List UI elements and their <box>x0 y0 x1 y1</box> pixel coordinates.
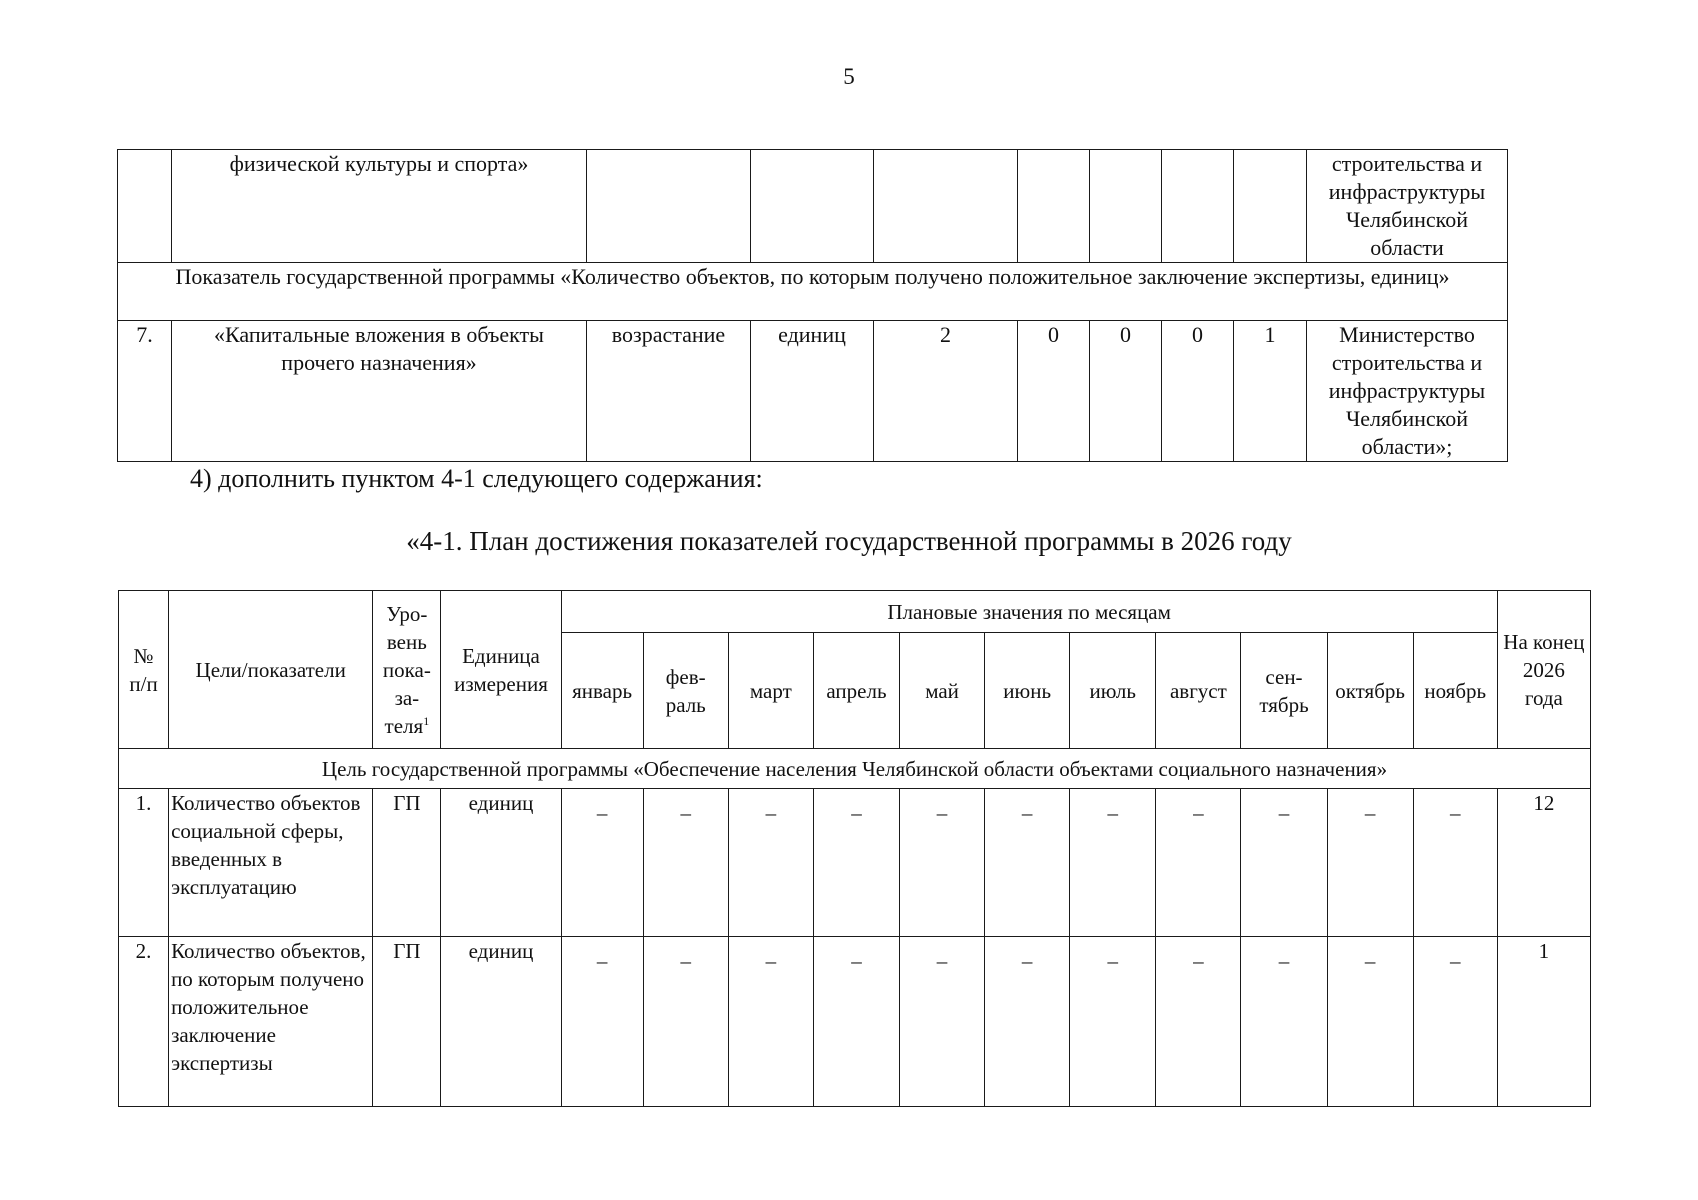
month-header: июнь <box>985 633 1070 749</box>
indicator-name: «Капитальные вложения в объекты прочего назначения» <box>172 321 587 462</box>
header-level: Уро-вень пока-за-теля$^1$ <box>373 591 441 749</box>
row-number: 1. <box>119 789 169 937</box>
section-row <box>118 263 1508 321</box>
goal-row <box>119 749 1591 789</box>
responsible-cell: Министерство строительства и инфраструктуры Челябинской области»; <box>1307 321 1508 462</box>
end-value: 12 <box>1497 789 1590 937</box>
month-value: – <box>1241 789 1327 937</box>
month-value: – <box>1413 789 1497 937</box>
month-value: – <box>985 789 1070 937</box>
unit-cell: единиц <box>441 937 561 1107</box>
month-value: – <box>1327 937 1413 1107</box>
table-row <box>119 937 1591 1107</box>
indicator-name: физической культуры и спорта» <box>172 150 587 263</box>
value-cell: 0 <box>1162 321 1234 462</box>
level-cell: ГП <box>373 789 441 937</box>
month-value: – <box>1156 937 1241 1107</box>
month-value: – <box>1156 789 1241 937</box>
value-cell: 0 <box>1090 321 1162 462</box>
value-cell: 1 <box>1234 321 1307 462</box>
goal-title: Цель государственной программы «Обеспечение населения Челябинской области объектами социального назначения» <box>119 749 1591 789</box>
header-goals: Цели/показатели <box>169 591 373 749</box>
indicator-name: Количество объектов, по которым получено положительное заключение экспертизы <box>169 937 373 1107</box>
header-row <box>119 591 1591 633</box>
month-value: – <box>1070 937 1156 1107</box>
month-value: – <box>728 937 813 1107</box>
month-header: январь <box>561 633 643 749</box>
month-value: – <box>1327 789 1413 937</box>
value-cell: 2 <box>874 321 1018 462</box>
month-value: – <box>813 789 899 937</box>
month-value: – <box>900 789 985 937</box>
amendment-paragraph: 4) дополнить пунктом 4-1 следующего содержания: <box>190 464 763 493</box>
table-row <box>119 789 1591 937</box>
month-header: июль <box>1070 633 1156 749</box>
month-value: – <box>1070 789 1156 937</box>
row-number: 2. <box>119 937 169 1107</box>
section-heading: «4-1. План достижения показателей государственной программы в 2026 году <box>406 526 1292 556</box>
header-planned: Плановые значения по месяцам <box>561 591 1497 633</box>
end-value: 1 <box>1497 937 1590 1107</box>
month-value: – <box>1413 937 1497 1107</box>
plan-table <box>118 590 1591 1107</box>
month-header: март <box>728 633 813 749</box>
value-cell: 0 <box>1018 321 1090 462</box>
month-header: фев-раль <box>643 633 728 749</box>
month-header: апрель <box>813 633 899 749</box>
page-number: 5 <box>843 64 855 89</box>
month-header: август <box>1156 633 1241 749</box>
month-header: ноябрь <box>1413 633 1497 749</box>
footnote-marker: 1 <box>423 713 430 728</box>
indicator-name: Количество объектов социальной сферы, введенных в эксплуатацию <box>169 789 373 937</box>
unit-cell: единиц <box>751 321 874 462</box>
table-row <box>118 150 1508 263</box>
month-value: – <box>561 789 643 937</box>
unit-cell: единиц <box>441 789 561 937</box>
indicators-table-continued <box>117 149 1508 462</box>
month-value: – <box>900 937 985 1107</box>
header-number: № п/п <box>119 591 169 749</box>
month-value: – <box>643 789 728 937</box>
header-end: На конец 2026 года <box>1497 591 1590 749</box>
month-value: – <box>561 937 643 1107</box>
month-value: – <box>813 937 899 1107</box>
month-header: сен-тябрь <box>1241 633 1327 749</box>
header-unit: Единица измерения <box>441 591 561 749</box>
section-title: Показатель государственной программы «Количество объектов, по которым получено положительное заключение экспертизы, единиц» <box>118 263 1508 321</box>
month-value: – <box>985 937 1070 1107</box>
row-number: 7. <box>118 321 172 462</box>
table-row <box>118 321 1508 462</box>
month-value: – <box>1241 937 1327 1107</box>
responsible-cell: строительства и инфраструктуры Челябинской области <box>1307 150 1508 263</box>
month-header: октябрь <box>1327 633 1413 749</box>
month-value: – <box>643 937 728 1107</box>
month-value: – <box>728 789 813 937</box>
month-header: май <box>900 633 985 749</box>
level-cell: ГП <box>373 937 441 1107</box>
direction-cell: возрастание <box>587 321 751 462</box>
